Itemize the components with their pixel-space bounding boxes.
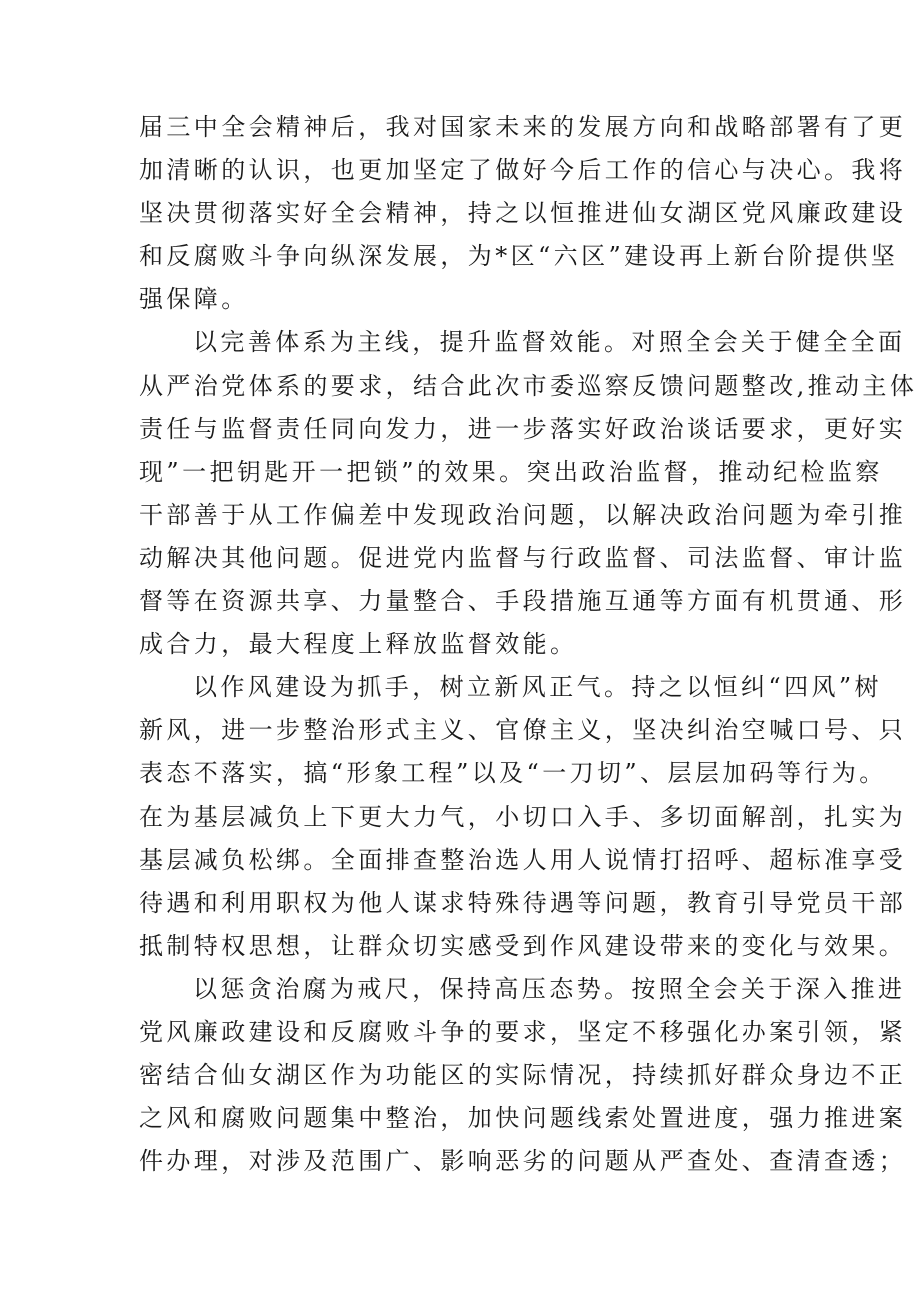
text-line: 和反腐败斗争向纵深发展，为*区“六区”建设再上新台阶提供坚 <box>139 242 899 271</box>
text-line: 以完善体系为主线，提升监督效能。对照全会关于健全全面 <box>193 328 906 357</box>
paragraph-3 <box>139 666 907 968</box>
text-line: 加清晰的认识，也更加坚定了做好今后工作的信心与决心。我将 <box>139 156 907 185</box>
paragraph-1 <box>139 106 907 321</box>
text-line: 抵制特权思想，让群众切实感受到作风建设带来的变化与效果。 <box>139 931 907 960</box>
text-line: 待遇和利用职权为他人谋求特殊待遇等问题，教育引导党员干部 <box>139 888 907 917</box>
text-line: 从严治党体系的要求，结合此次市委巡察反馈问题整改,推动主体 <box>139 371 918 400</box>
text-line: 成合力，最大程度上释放监督效能。 <box>139 630 578 659</box>
text-line: 党风廉政建设和反腐败斗争的要求，坚定不移强化办案引领，紧 <box>139 1017 907 1046</box>
text-line: 以惩贪治腐为戒尺，保持高压态势。按照全会关于深入推进 <box>193 974 906 1003</box>
text-line: 责任与监督责任同向发力，进一步落实好政治谈话要求，更好实 <box>139 414 907 443</box>
text-line: 新风，进一步整治形式主义、官僚主义，坚决纠治空喊口号、只 <box>139 716 907 745</box>
text-line: 以作风建设为抓手，树立新风正气。持之以恒纠“四风”树 <box>193 673 882 702</box>
text-line: 在为基层减负上下更大力气，小切口入手、多切面解剖，扎实为 <box>139 802 907 831</box>
text-line: 表态不落实，搞“形象工程”以及“一刀切”、层层加码等行为。 <box>139 759 887 788</box>
text-line: 密结合仙女湖区作为功能区的实际情况，持续抓好群众身边不正 <box>139 1061 907 1090</box>
document-body <box>139 106 918 1183</box>
text-line: 督等在资源共享、力量整合、手段措施互通等方面有机贯通、形 <box>139 587 907 616</box>
paragraph-2 <box>139 321 918 666</box>
text-line: 届三中全会精神后，我对国家未来的发展方向和战略部署有了更 <box>139 113 907 141</box>
text-line: 现”一把钥匙开一把锁”的效果。突出政治监督，推动纪检监察 <box>139 457 883 486</box>
text-line: 干部善于从工作偏差中发现政治问题，以解决政治问题为牵引推 <box>139 500 907 529</box>
text-line: 之风和腐败问题集中整治，加快问题线索处置进度，强力推进案 <box>139 1104 907 1133</box>
text-line: 动解决其他问题。促进党内监督与行政监督、司法监督、审计监 <box>139 543 907 572</box>
paragraph-4 <box>139 968 907 1183</box>
text-line: 坚决贯彻落实好全会精神，持之以恒推进仙女湖区党风廉政建设 <box>139 199 907 228</box>
text-line: 基层减负松绑。全面排查整治选人用人说情打招呼、超标准享受 <box>139 845 907 874</box>
text-line: 件办理，对涉及范围广、影响恶劣的问题从严查处、查清查透； <box>139 1147 907 1176</box>
text-line: 强保障。 <box>139 285 249 314</box>
